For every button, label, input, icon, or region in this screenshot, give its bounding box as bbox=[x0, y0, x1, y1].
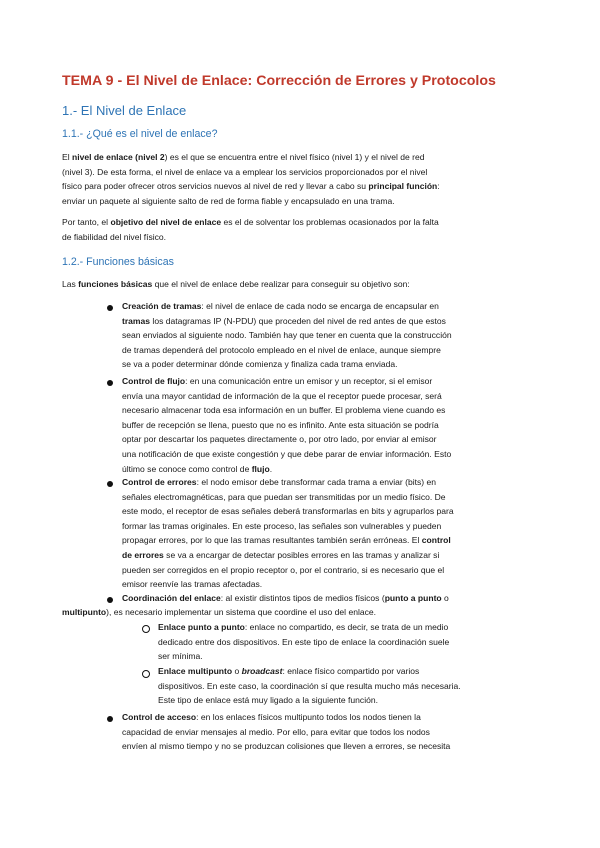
list-item-coordinacion-enlace: Coordinación del enlace: al existir distintos tipos de medios físicos (punto a punto o bbox=[122, 593, 449, 603]
bullet-icon bbox=[107, 716, 113, 722]
bullet-icon bbox=[107, 380, 113, 386]
bullet-icon bbox=[107, 305, 113, 311]
sub-bullet-icon bbox=[142, 625, 150, 633]
list-item-coordinacion-enlace-cont: multipunto), es necesario implementar un sistema que coordine el uso del enlace. bbox=[62, 607, 377, 617]
sub-item-multipunto: Enlace multipunto o broadcast: enlace físico compartido por varios dispositivos. En este caso, la coordinación sí que resulta mucho más necesaria. Este tipo de enlace está muy ligado a la siguiente función. bbox=[158, 666, 461, 706]
bullet-icon bbox=[107, 481, 113, 487]
list-item-creacion-tramas: Creación de tramas: el nivel de enlace de cada nodo se encarga de encapsular en tramas los datagramas IP (N-PDU) que proceden del nivel de red antes de que estos sean enviados al siguiente nodo. También hay que tener en cuenta que la construcción de tramas dependerá del protocolo empleado en el nivel de enlace, aunque siempre se va a poder determinar dónde comienza y finaliza cada trama enviada. bbox=[122, 301, 452, 370]
paragraph-2: Por tanto, el objetivo del nivel de enlace es el de solventar los problemas ocasionados por la falta de fiabilidad del nivel físico. bbox=[62, 217, 439, 242]
sub-bullet-icon bbox=[142, 670, 150, 678]
section-heading-1-2: 1.2.- Funciones básicas bbox=[62, 256, 174, 268]
list-item-control-flujo: Control de flujo: en una comunicación entre un emisor y un receptor, si el emisor envía una mayor cantidad de información de la que el receptor puede procesar, será necesario almacenar toda esa información en un buffer. El problema viene cuando es buffer de recepción se llena, puesto que no es infinito. Ante esta situación se podría optar por descartar los paquetes directamente o, por otro lado, por enviar al emisor una notificación de que existe congestión y que debe parar de enviar información. Esto último se conoce como control de flujo. bbox=[122, 376, 452, 474]
sub-item-punto-a-punto: Enlace punto a punto: enlace no compartido, es decir, se trata de un medio dedicado entre dos dispositivos. En este tipo de enlace la coordinación suele ser mínima. bbox=[158, 622, 450, 662]
paragraph-1: El nivel de enlace (nivel 2) es el que se encuentra entre el nivel físico (nivel 1) y el nivel de red (nivel 3). De esta forma, el nivel de enlace va a emplear los servicios proporcionados por el nivel físico para poder ofrecer otros servicios nuevos al nivel de red y llevar a cabo su principal función: enviar un paquete al siguiente salto de red de forma fiable y encapsulado en una trama. bbox=[62, 152, 440, 206]
list-item-control-errores: Control de errores: el nodo emisor debe transformar cada trama a enviar (bits) en señales electromagnéticas, para que puedan ser transmitidas por un medio físico. De este modo, el receptor de esas señales deberá transformarlas en bits y agruparlos para formar las tramas originales. En este proceso, las señales son vulnerables y pueden propagar errores, por lo que las tramas resultantes también serán erróneas. El control de errores se va a encargar de detectar posibles errores en las tramas y analizar si pueden ser corregidos en el propio receptor o, por el contrario, si es necesario que el emisor reenvíe las tramas afectadas. bbox=[122, 477, 454, 590]
section-heading-1: 1.- El Nivel de Enlace bbox=[62, 103, 187, 118]
document-title: TEMA 9 - El Nivel de Enlace: Corrección de Errores y Protocolos bbox=[62, 73, 496, 89]
list-item-control-acceso: Control de acceso: en los enlaces físicos multipunto todos los nodos tienen la capacidad de enviar mensajes al medio. Por ello, para evitar que todos los nodos envíen al mismo tiempo y no se produzcan colisiones que lleven a errores, se necesita bbox=[122, 712, 451, 752]
bullet-icon bbox=[107, 597, 113, 603]
paragraph-3: Las funciones básicas que el nivel de enlace debe realizar para conseguir su objetivo son: bbox=[62, 279, 410, 289]
section-heading-1-1: 1.1.- ¿Qué es el nivel de enlace? bbox=[62, 128, 218, 140]
